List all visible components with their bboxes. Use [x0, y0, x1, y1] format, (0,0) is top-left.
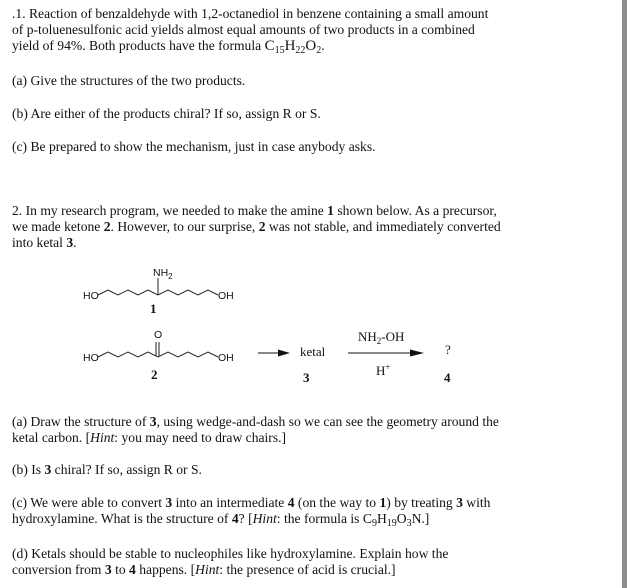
compound-2-label: 2	[151, 367, 158, 382]
unknown-product: ?	[445, 342, 451, 357]
hydroxyl-right: OH	[218, 352, 234, 364]
compound-2-structure	[75, 325, 245, 385]
q2-part-d: (d) Ketals should be stable to nucleophiles like hydroxylamine. Explain how the conversion from 3 to 4 happens. [Hint: the presence of acid is crucial.]	[12, 546, 449, 577]
ketal-label: 3	[303, 370, 310, 385]
q2-part-b: (b) Is 3 chiral? If so, assign R or S.	[12, 462, 202, 477]
compound-1-label: 1	[150, 301, 157, 316]
q1-line-2: of p-toluenesulfonic acid yields almost equal amounts of two products in a combined	[12, 22, 475, 37]
q1-part-c: (c) Be prepared to show the mechanism, just in case anybody asks.	[12, 139, 376, 154]
q2-part-a: (a) Draw the structure of 3, using wedge-and-dash so we can see the geometry around the ketal carbon. [Hint: you may need to draw chairs.]	[12, 414, 499, 445]
hydroxyl-left: HO	[83, 352, 99, 364]
carbonyl-oxygen: O	[154, 329, 163, 341]
q2-intro: 2. In my research program, we needed to make the amine 1 shown below. As a precursor, we made ketone 2. However, to our surprise, 2 was not stable, and immediately converted into ketal 3.	[12, 203, 501, 250]
q1-part-a: (a) Give the structures of the two products.	[12, 73, 246, 88]
amine-group: $NH_2$	[153, 267, 173, 281]
hydroxyl-left: HO	[83, 290, 99, 302]
q1-line-1: .1. Reaction of benzaldehyde with 1,2-octanediol in benzene containing a small amount	[12, 6, 489, 21]
compound-1-structure	[75, 262, 245, 317]
ketal-text: ketal	[300, 344, 326, 359]
formula: $C_{15}H_{22}O_2$	[264, 38, 322, 56]
hydroxyl-right: OH	[218, 290, 234, 302]
q1-part-b: (b) Are either of the products chiral? If so, assign R or S.	[12, 106, 321, 121]
q2-part-c: (c) We were able to convert 3 into an intermediate 4 (on the way to 1) by treating 3 with hydroxylamine. What is the structure of 4? [Hint: the formula is $C_9H_{19}O_3N$.]	[12, 495, 491, 529]
vertical-scrollbar[interactable]	[622, 0, 627, 588]
reagent-hydroxylamine: $NH_2-OH$	[358, 329, 405, 346]
q1-line-3: yield of 94%. Both products have the formula $C_{15}H_{22}O_2$.	[12, 38, 325, 56]
reaction-arrow-2	[348, 348, 428, 358]
reagent-acid: H+	[376, 362, 391, 378]
reaction-arrow-1	[258, 348, 293, 358]
product-4-label: 4	[444, 370, 451, 385]
q1-intro	[12, 6, 488, 54]
